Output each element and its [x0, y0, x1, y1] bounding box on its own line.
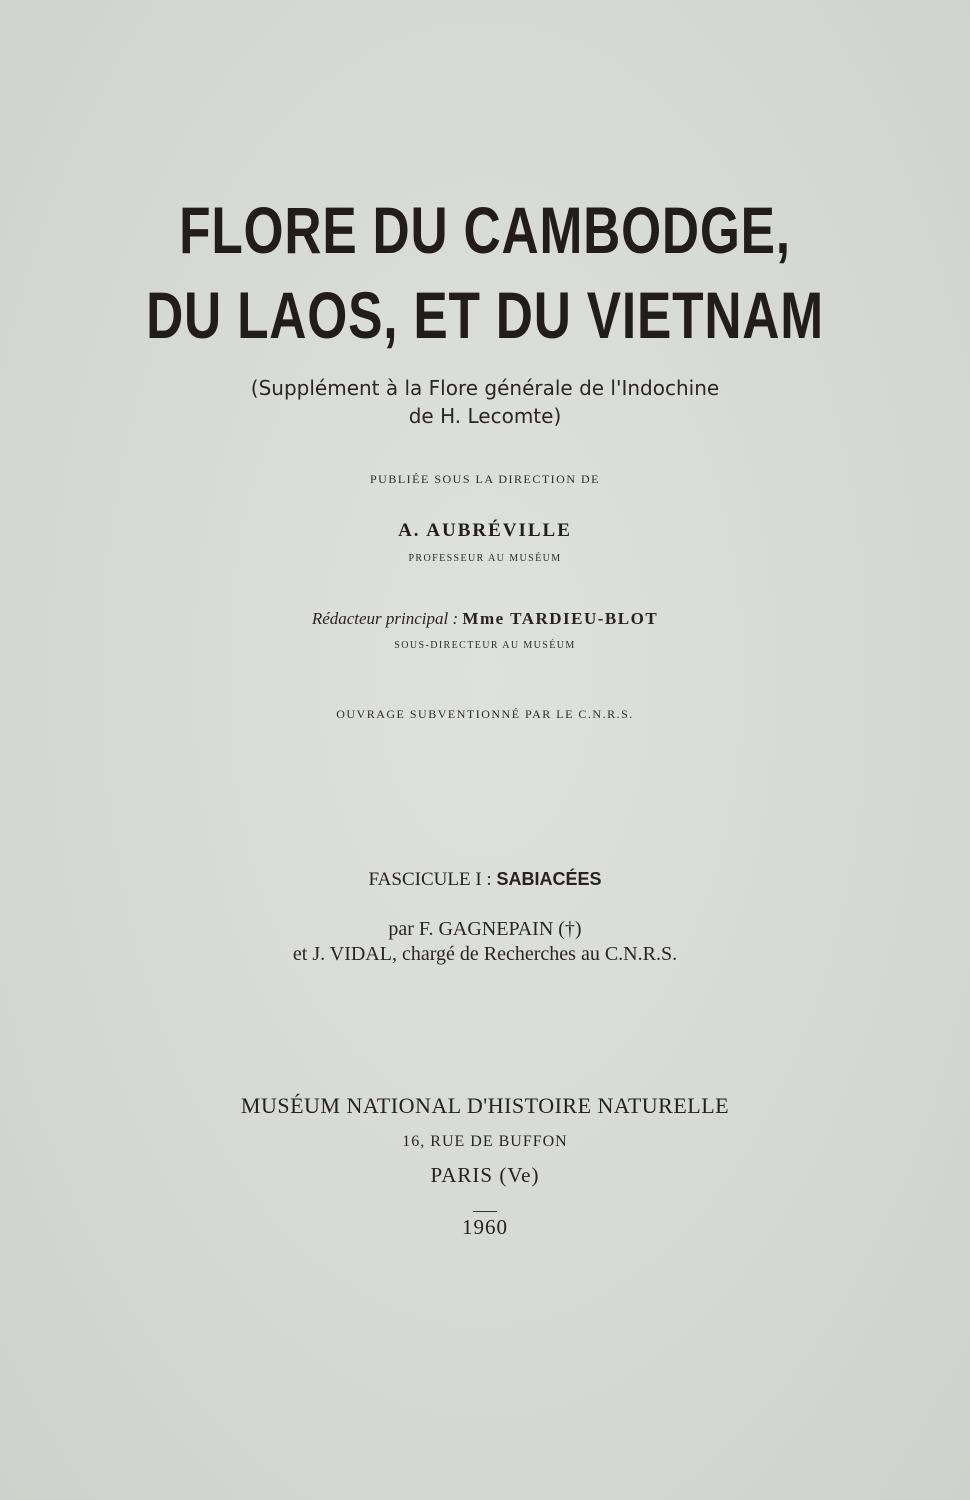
director-role: PROFESSEUR AU MUSÉUM [408, 553, 562, 564]
redacteur-label: Rédacteur principal : [311, 609, 459, 628]
fascicule-label: FASCICULE I : [368, 869, 492, 890]
direction-intro: PUBLIÉE SOUS LA DIRECTION DE [370, 472, 600, 486]
subtitle-line-1: (Supplément à la Flore générale de l'Indochine [250, 376, 720, 400]
authors-line-1: par F. GAGNEPAIN (†) [388, 918, 582, 940]
director-name: A. AUBRÉVILLE [398, 520, 572, 541]
divider-rule [473, 1211, 497, 1212]
subtitle-line-2: de H. Lecomte) [408, 404, 562, 428]
book-title-line-1: FLORE DU CAMBODGE, [179, 193, 791, 267]
fascicule-line [0, 869, 970, 891]
publication-year: 1960 [462, 1215, 508, 1239]
redacteur-name: Mme TARDIEU-BLOT [462, 609, 659, 628]
authors-line-2: et J. VIDAL, chargé de Recherches au C.N.R.S. [292, 943, 678, 965]
redacteur-line [0, 609, 970, 629]
subsidy-note: OUVRAGE SUBVENTIONNÉ PAR LE C.N.R.S. [336, 707, 634, 721]
book-title-line-2: DU LAOS, ET DU VIETNAM [146, 278, 824, 352]
publisher-city: PARIS (Ve) [430, 1163, 540, 1187]
redacteur-role: SOUS-DIRECTEUR AU MUSÉUM [394, 640, 576, 651]
publisher-name: MUSÉUM NATIONAL D'HISTOIRE NATURELLE [240, 1093, 730, 1118]
fascicule-name: SABIACÉES [496, 869, 602, 889]
publisher-address: 16, RUE DE BUFFON [402, 1133, 568, 1150]
